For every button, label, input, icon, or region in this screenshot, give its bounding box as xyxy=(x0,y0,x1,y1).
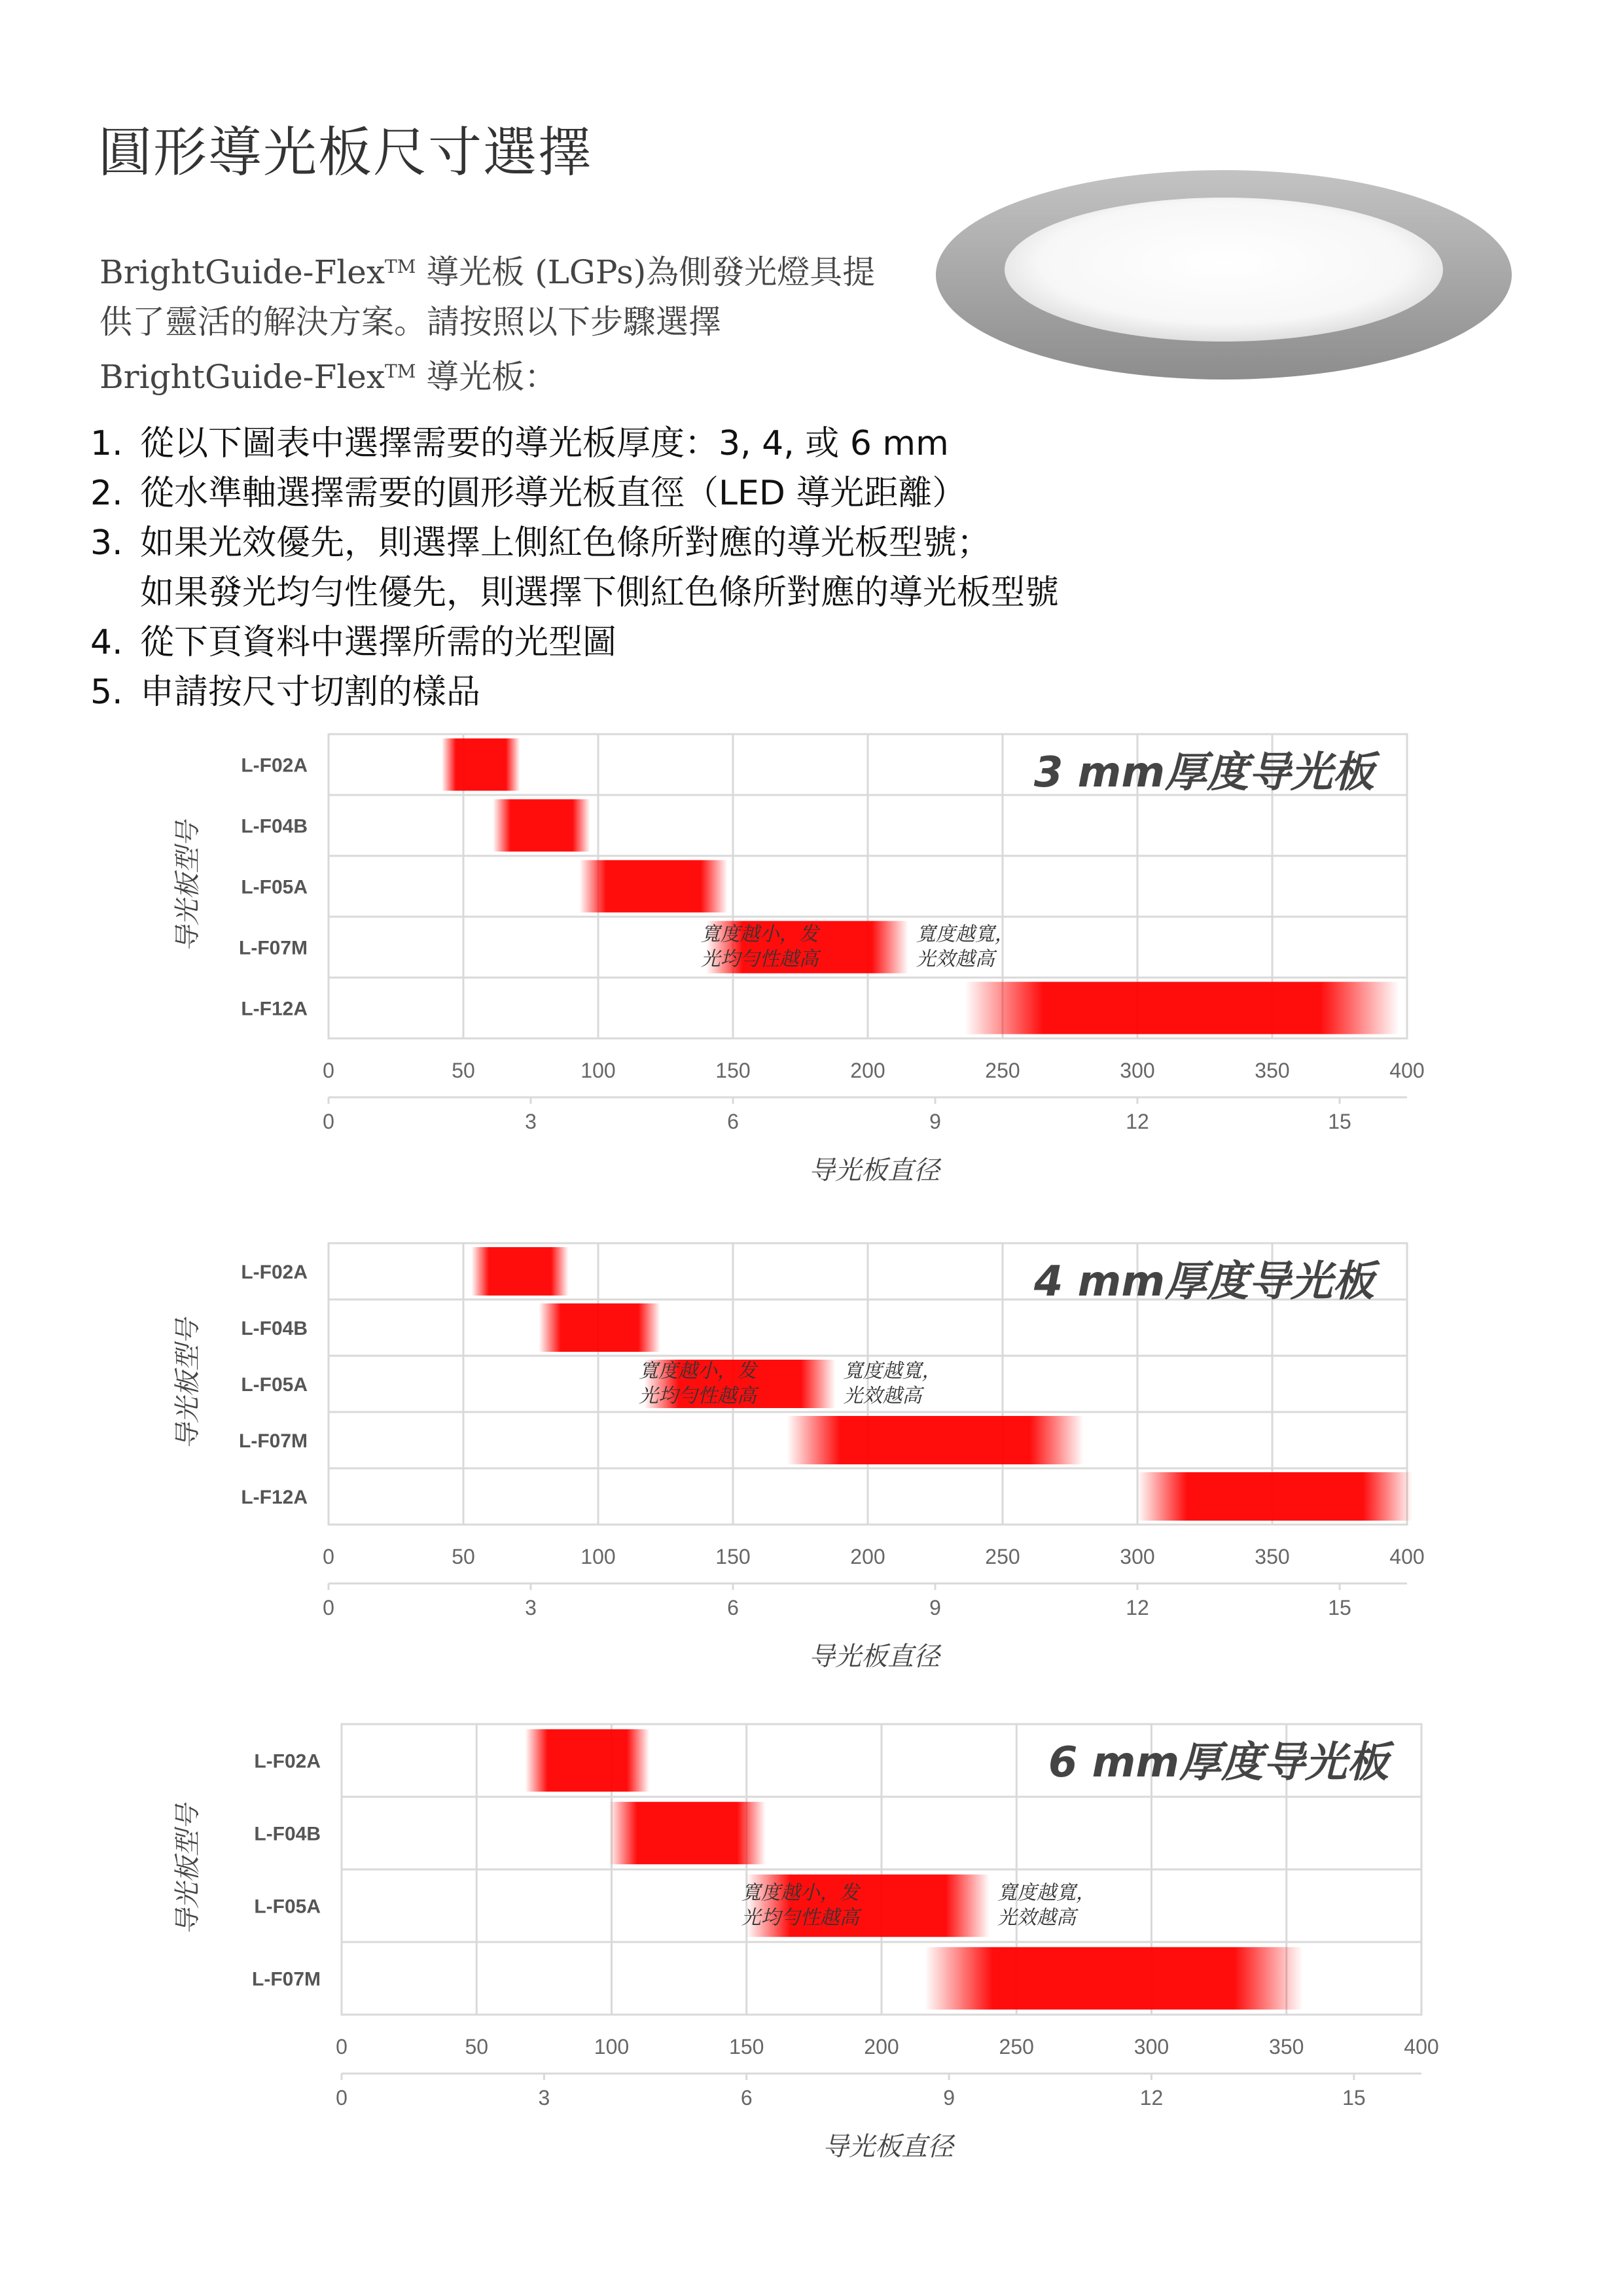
x-tick-label-secondary: 12 xyxy=(1139,2086,1164,2110)
x-tick-label-secondary: 3 xyxy=(538,2086,550,2110)
x-tick-label: 200 xyxy=(850,1059,885,1082)
x-tick-label: 150 xyxy=(729,2035,764,2058)
range-bar xyxy=(526,1729,650,1792)
x-tick-label-secondary: 6 xyxy=(740,2086,753,2110)
category-label: L-F07M xyxy=(252,1968,321,1990)
x-tick-label: 150 xyxy=(715,1059,751,1082)
step-item: 5. 申請按尺寸切割的樣品 xyxy=(90,673,481,712)
x-tick-label: 0 xyxy=(336,2035,348,2058)
range-bar xyxy=(471,1247,568,1296)
x-tick-label: 100 xyxy=(594,2035,630,2058)
annotation-left: 寬度越小，发 xyxy=(700,923,819,946)
annotation-left: 光均勻性越高 xyxy=(700,947,819,971)
x-tick-label-secondary: 9 xyxy=(943,2086,955,2110)
x-tick-label: 250 xyxy=(999,2035,1034,2058)
step-item: 2. 從水準軸選擇需要的圓形導光板直徑（LED 導光距離） xyxy=(90,474,967,513)
range-bar xyxy=(787,1416,1083,1464)
range-bar xyxy=(493,800,590,852)
x-axis-label: 导光板直径 xyxy=(809,1156,940,1186)
x-tick-label: 300 xyxy=(1133,2035,1169,2058)
trademark-mark: TM xyxy=(385,361,416,382)
intro-paragraph xyxy=(99,242,924,402)
y-axis-label: 导光板型号 xyxy=(173,821,203,952)
x-tick-label-secondary: 12 xyxy=(1126,1596,1149,1619)
category-label: L-F05A xyxy=(241,1374,308,1396)
x-tick-label-secondary: 3 xyxy=(525,1596,537,1619)
category-label: L-F02A xyxy=(254,1750,321,1773)
x-axis-label: 导光板直径 xyxy=(823,2132,954,2162)
annotation-left: 寬度越小，发 xyxy=(741,1881,859,1905)
page-title: 圓形導光板尺寸選擇 xyxy=(98,122,594,184)
steps-list xyxy=(90,419,1059,717)
x-tick-label: 350 xyxy=(1269,2035,1304,2058)
annotation-right: 寬度越寬， xyxy=(843,1360,942,1383)
category-label: L-F12A xyxy=(241,998,308,1020)
category-label: L-F04B xyxy=(241,815,308,838)
x-tick-label-secondary: 9 xyxy=(929,1110,941,1133)
trademark-mark: TM xyxy=(385,256,416,277)
x-tick-label: 250 xyxy=(985,1059,1020,1082)
chart-3mm xyxy=(0,726,1623,1224)
range-bar xyxy=(609,1802,765,1864)
intro-line-3 xyxy=(99,347,924,402)
x-tick-label-secondary: 0 xyxy=(323,1110,334,1133)
x-tick-label-secondary: 15 xyxy=(1328,1110,1351,1133)
step-item: 3. 如果光效優先，則選擇上側紅色條所對應的導光板型號； xyxy=(90,523,991,563)
annotation-right: 光效越高 xyxy=(997,1906,1076,1930)
chart-title: 6 mm厚度导光板 xyxy=(1048,1739,1389,1787)
chart-6mm xyxy=(0,1718,1623,2189)
x-tick-label: 50 xyxy=(465,2035,489,2058)
x-tick-label-secondary: 9 xyxy=(929,1596,941,1619)
category-label: L-F05A xyxy=(241,876,308,898)
intro-text: 導光板： xyxy=(416,358,558,396)
x-tick-label: 100 xyxy=(580,1545,616,1568)
x-tick-label: 350 xyxy=(1255,1545,1290,1568)
annotation-right: 光效越高 xyxy=(916,947,995,971)
chart-svg xyxy=(0,1718,1623,2189)
x-tick-label: 300 xyxy=(1120,1059,1155,1082)
annotation-left: 光均勻性越高 xyxy=(741,1906,859,1930)
x-tick-label-secondary: 15 xyxy=(1342,2086,1366,2110)
x-tick-label-secondary: 3 xyxy=(525,1110,537,1133)
x-tick-label-secondary: 15 xyxy=(1328,1596,1351,1619)
category-label: L-F04B xyxy=(254,1823,321,1845)
x-tick-label: 400 xyxy=(1404,2035,1439,2058)
x-tick-label: 200 xyxy=(864,2035,899,2058)
x-tick-label: 50 xyxy=(452,1059,475,1082)
x-tick-label-secondary: 6 xyxy=(727,1596,739,1619)
range-bar xyxy=(442,739,520,791)
x-tick-label: 0 xyxy=(323,1545,334,1568)
intro-text: 導光板 (LGPs)為側發光燈具提 xyxy=(416,253,876,291)
annotation-right: 寬度越寬， xyxy=(997,1881,1096,1905)
y-axis-label: 导光板型号 xyxy=(173,1804,203,1935)
range-bar xyxy=(579,860,728,913)
x-tick-label: 350 xyxy=(1255,1059,1290,1082)
range-bar xyxy=(925,1947,1303,2009)
category-label: L-F05A xyxy=(254,1896,321,1918)
step-item-continued: 如果發光均勻性優先，則選擇下側紅色條所對應的導光板型號 xyxy=(140,573,1060,612)
category-label: L-F12A xyxy=(241,1487,308,1508)
step-item: 4. 從下頁資料中選擇所需的光型圖 xyxy=(90,623,617,662)
annotation-right: 寬度越寬， xyxy=(916,923,1014,946)
x-tick-label: 400 xyxy=(1389,1545,1425,1568)
x-tick-label: 400 xyxy=(1389,1059,1425,1082)
x-tick-label-secondary: 12 xyxy=(1126,1110,1149,1133)
annotation-left: 光均勻性越高 xyxy=(639,1385,757,1407)
x-tick-label-secondary: 6 xyxy=(727,1110,739,1133)
y-axis-label: 导光板型号 xyxy=(173,1318,203,1449)
x-tick-label: 150 xyxy=(715,1545,751,1568)
x-tick-label: 100 xyxy=(580,1059,616,1082)
range-bar xyxy=(965,982,1399,1034)
x-tick-label: 200 xyxy=(850,1545,885,1568)
x-axis-label: 导光板直径 xyxy=(809,1642,940,1672)
x-tick-label-secondary: 0 xyxy=(336,2086,348,2110)
chart-title: 4 mm厚度导光板 xyxy=(1033,1258,1374,1306)
category-label: L-F04B xyxy=(241,1318,308,1339)
brand-name: BrightGuide-Flex xyxy=(99,358,385,396)
x-tick-label-secondary: 0 xyxy=(323,1596,334,1619)
annotation-left: 寬度越小，发 xyxy=(639,1360,757,1383)
step-item: 1. 從以下圖表中選擇需要的導光板厚度：3, 4, 或 6 mm xyxy=(90,424,949,463)
round-light-panel-image xyxy=(929,164,1518,386)
chart-title: 3 mm厚度导光板 xyxy=(1033,749,1374,797)
annotation-right: 光效越高 xyxy=(843,1385,922,1407)
intro-line-2: 供了靈活的解決方案。請按照以下步驟選擇 xyxy=(99,303,721,341)
x-tick-label: 300 xyxy=(1120,1545,1155,1568)
range-bar xyxy=(539,1303,660,1352)
chart-svg xyxy=(0,1237,1623,1695)
brand-name: BrightGuide-Flex xyxy=(99,253,385,291)
x-tick-label: 50 xyxy=(452,1545,475,1568)
intro-line-1 xyxy=(99,242,924,297)
chart-svg xyxy=(0,726,1623,1224)
category-label: L-F07M xyxy=(239,937,308,959)
category-label: L-F02A xyxy=(241,754,308,777)
x-tick-label: 250 xyxy=(985,1545,1020,1568)
range-bar xyxy=(1137,1472,1412,1521)
x-tick-label: 0 xyxy=(323,1059,334,1082)
category-label: L-F02A xyxy=(241,1262,308,1283)
category-label: L-F07M xyxy=(239,1430,308,1452)
chart-4mm xyxy=(0,1237,1623,1695)
